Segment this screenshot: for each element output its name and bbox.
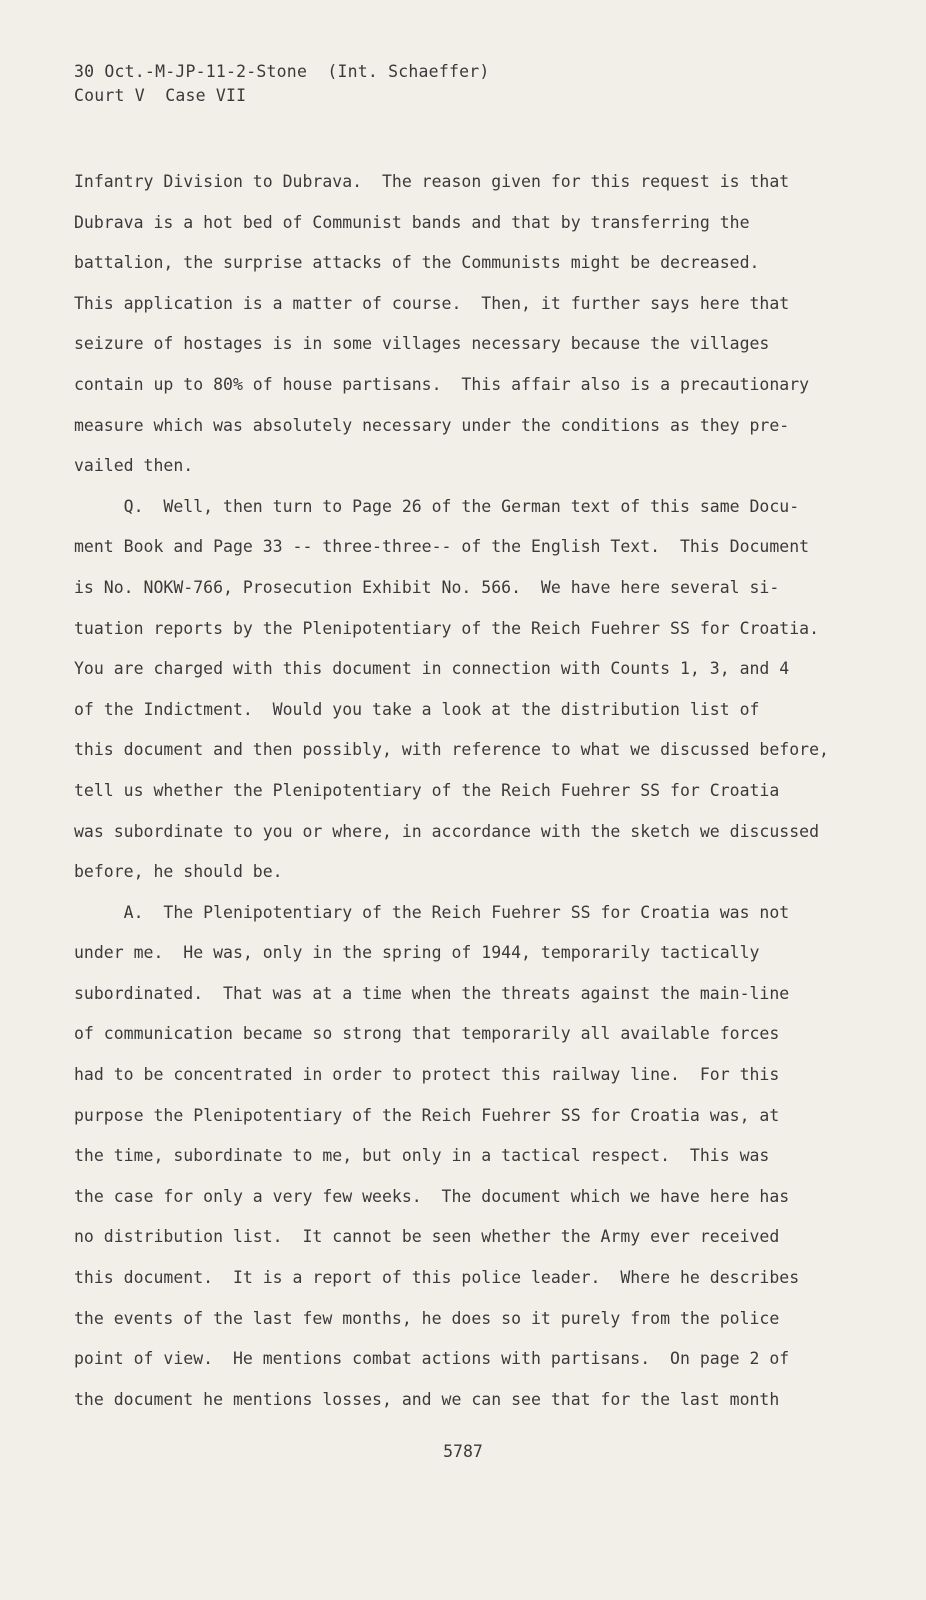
text-line: purpose the Plenipotentiary of the Reich Fuehrer SS for Croatia was, at bbox=[74, 1105, 780, 1125]
text-line: A. The Plenipotentiary of the Reich Fuehrer SS for Croatia was not bbox=[74, 902, 790, 922]
text-line: Infantry Division to Dubrava. The reason given for this request is that bbox=[74, 172, 790, 191]
text-line: vailed then. bbox=[74, 456, 194, 476]
text-line: ment Book and Page 33 -- three-three-- of the English Text. This Document bbox=[74, 537, 810, 557]
page-number: 5787 bbox=[443, 1442, 483, 1461]
text-line: tuation reports by the Plenipotentiary of the Reich Fuehrer SS for Croatia. bbox=[74, 618, 820, 638]
text-line: seizure of hostages is in some villages necessary because the villages bbox=[74, 334, 770, 354]
text-line: before, he should be. bbox=[74, 862, 283, 882]
text-line: this document and then possibly, with reference to what we discussed before, bbox=[74, 740, 829, 760]
text-line: Dubrava is a hot bed of Communist bands and that by transferring the bbox=[74, 212, 750, 232]
text-line: under me. He was, only in the spring of 1944, temporarily tactically bbox=[74, 943, 760, 963]
transcript-body bbox=[74, 162, 874, 1420]
text-line: no distribution list. It cannot be seen whether the Army ever received bbox=[74, 1227, 780, 1247]
text-line: was subordinate to you or where, in accordance with the sketch we discussed bbox=[74, 821, 820, 841]
text-line: the events of the last few months, he does so it purely from the police bbox=[74, 1308, 780, 1328]
text-line: battalion, the surprise attacks of the Communists might be decreased. bbox=[74, 253, 760, 273]
text-line: Q. Well, then turn to Page 26 of the German text of this same Docu- bbox=[74, 496, 800, 516]
text-line: You are charged with this document in connection with Counts 1, 3, and 4 bbox=[74, 659, 790, 679]
text-line: This application is a matter of course. Then, it further says here that bbox=[74, 293, 790, 313]
header-line-session: 30 Oct.-M-JP-11-2-Stone (Int. Schaeffer) bbox=[74, 62, 490, 81]
text-line: this document. It is a report of this police leader. Where he describes bbox=[74, 1268, 800, 1288]
text-line: the time, subordinate to me, but only in a tactical respect. This was bbox=[74, 1146, 770, 1166]
text-line: subordinated. That was at a time when the threats against the main-line bbox=[74, 983, 790, 1003]
text-line: tell us whether the Plenipotentiary of the Reich Fuehrer SS for Croatia bbox=[74, 780, 780, 800]
text-line: contain up to 80% of house partisans. This affair also is a precautionary bbox=[74, 374, 810, 394]
text-line: had to be concentrated in order to protect this railway line. For this bbox=[74, 1065, 780, 1085]
document-header bbox=[74, 60, 490, 108]
header-line-court: Court V Case VII bbox=[74, 86, 247, 105]
text-line: of the Indictment. Would you take a look at the distribution list of bbox=[74, 699, 760, 719]
text-line: measure which was absolutely necessary under the conditions as they pre- bbox=[74, 415, 790, 435]
text-line: is No. NOKW-766, Prosecution Exhibit No. 566. We have here several si- bbox=[74, 577, 780, 597]
text-line: the document he mentions losses, and we can see that for the last month bbox=[74, 1389, 780, 1409]
text-line: of communication became so strong that temporarily all available forces bbox=[74, 1024, 780, 1044]
text-line: point of view. He mentions combat actions with partisans. On page 2 of bbox=[74, 1349, 790, 1369]
text-line: the case for only a very few weeks. The document which we have here has bbox=[74, 1186, 790, 1206]
